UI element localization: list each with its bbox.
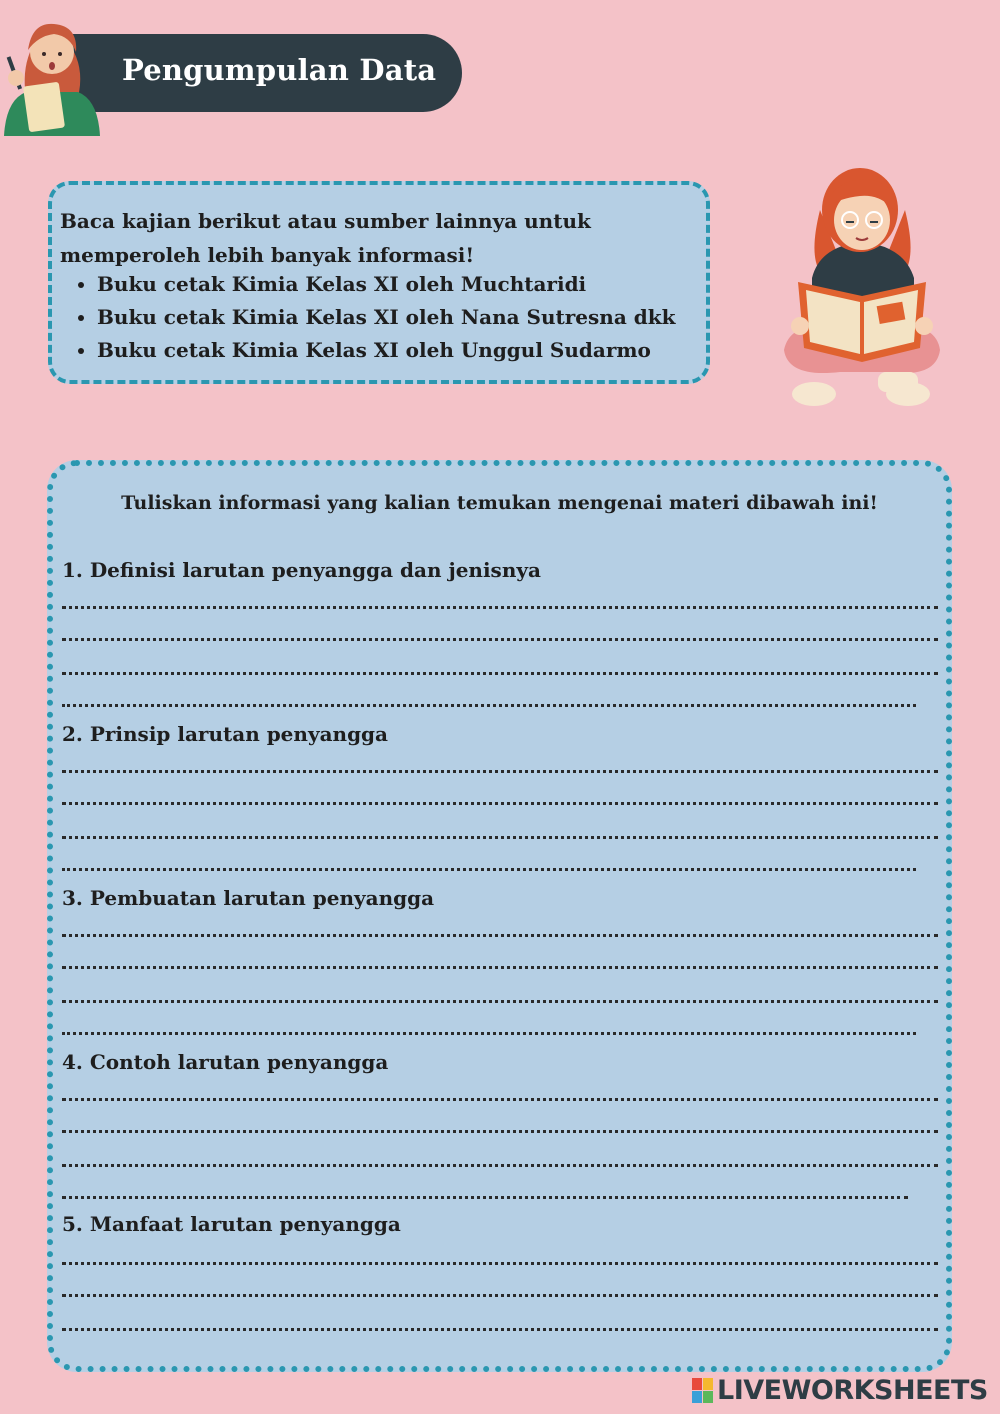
answer-line[interactable] — [62, 1098, 938, 1101]
answer-line[interactable] — [62, 1130, 938, 1133]
answer-line[interactable] — [62, 934, 938, 937]
answer-line[interactable] — [62, 704, 916, 707]
question-title: 4. Contoh larutan penyangga — [62, 1050, 389, 1074]
question-title: 1. Definisi larutan penyangga dan jenisnya — [62, 558, 541, 582]
source-item: • Buku cetak Kimia Kelas XI oleh Muchtaridi — [97, 268, 675, 301]
answer-line[interactable] — [62, 606, 938, 609]
question-title: 2. Prinsip larutan penyangga — [62, 722, 388, 746]
answer-line[interactable] — [62, 1294, 938, 1297]
source-item: • Buku cetak Kimia Kelas XI oleh Unggul Sudarmo — [97, 334, 675, 367]
answer-line[interactable] — [62, 1262, 938, 1265]
answer-line[interactable] — [62, 1032, 916, 1035]
liveworksheets-logo[interactable] — [692, 1375, 988, 1405]
answer-line[interactable] — [62, 672, 938, 675]
answer-line[interactable] — [62, 868, 916, 871]
reading-intro-text: Baca kajian berikut atau sumber lainnya untuk memperoleh lebih banyak informasi! — [60, 209, 591, 267]
answer-line[interactable] — [62, 1328, 938, 1331]
question-title: 5. Manfaat larutan penyangga — [62, 1212, 401, 1236]
answer-line[interactable] — [62, 966, 938, 969]
worksheet-instruction: Tuliskan informasi yang kalian temukan mengenai materi dibawah ini! — [121, 492, 878, 514]
answer-line[interactable] — [62, 638, 938, 641]
girl-writing-illustration — [0, 12, 104, 136]
answer-line[interactable] — [62, 836, 938, 839]
answer-line[interactable] — [62, 1000, 938, 1003]
brand-name: LIVEWORKSHEETS — [717, 1374, 988, 1406]
girl-reading-illustration — [780, 150, 945, 415]
answer-line[interactable] — [62, 802, 938, 805]
source-list — [60, 268, 675, 367]
answer-line[interactable] — [62, 770, 938, 773]
liveworksheets-logo-icon — [692, 1378, 713, 1403]
answer-line[interactable] — [62, 1164, 938, 1167]
question-title: 3. Pembuatan larutan penyangga — [62, 886, 435, 910]
answer-line[interactable] — [62, 1196, 908, 1199]
page-title: Pengumpulan Data — [122, 53, 437, 87]
source-item: • Buku cetak Kimia Kelas XI oleh Nana Sutresna dkk — [97, 301, 675, 334]
